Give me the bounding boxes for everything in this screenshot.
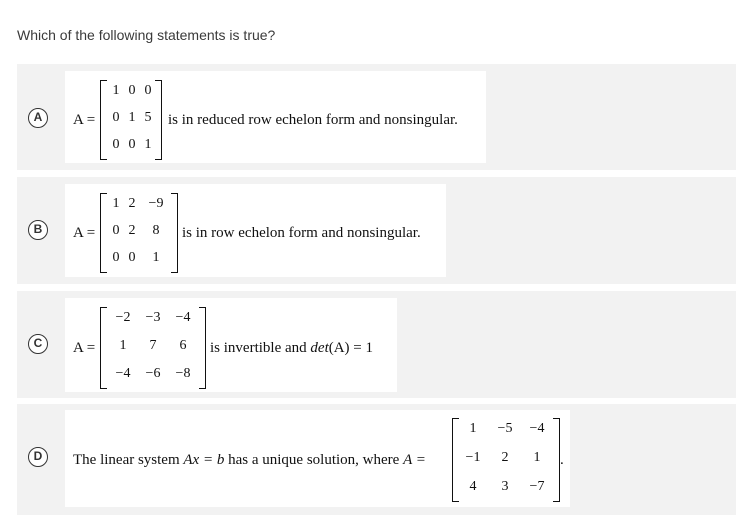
matrix-cell: −9	[148, 196, 164, 211]
matrix-cell: 1	[533, 450, 541, 465]
matrix-cell: 1	[112, 83, 120, 98]
matrix-cell: 1	[469, 421, 477, 436]
matrix-cell: 0	[112, 250, 120, 265]
matrix-a	[100, 80, 162, 160]
option-b-content	[65, 184, 446, 277]
matrix-cell: −3	[145, 310, 161, 325]
matrix-cell: 0	[128, 137, 136, 152]
option-b-statement: is in row echelon form and nonsingular.	[182, 225, 421, 241]
matrix-cell: 3	[501, 479, 509, 494]
matrix-cell: 1	[144, 137, 152, 152]
option-b[interactable]	[17, 177, 736, 284]
statement-text: The linear system	[73, 452, 180, 468]
matrix-cell: 0	[128, 83, 136, 98]
option-c[interactable]	[17, 291, 736, 398]
matrix-cell: 4	[469, 479, 477, 494]
matrix-cell: 7	[149, 338, 157, 353]
matrix-d	[452, 418, 560, 502]
matrix-lhs: A =	[73, 340, 96, 356]
matrix-cell: 1	[112, 196, 120, 211]
option-c-content	[65, 298, 397, 392]
matrix-cell: 5	[144, 110, 152, 125]
matrix-cell: 0	[112, 110, 120, 125]
matrix-cell: 0	[112, 223, 120, 238]
det-argument: (A) = 1	[328, 340, 374, 356]
matrix-cell: 1	[128, 110, 136, 125]
option-a-content	[65, 71, 486, 163]
option-d[interactable]	[17, 404, 736, 515]
matrix-cell: −6	[145, 366, 161, 381]
matrix-cell: 0	[144, 83, 152, 98]
option-letter-d[interactable]: D	[28, 447, 48, 467]
matrix-cell: −4	[175, 310, 191, 325]
option-c-statement	[210, 340, 373, 357]
matrix-b	[100, 193, 178, 273]
matrix-cell: 1	[119, 338, 127, 353]
matrix-cell: 8	[152, 223, 160, 238]
period: .	[560, 452, 564, 468]
matrix-cell: 0	[112, 137, 120, 152]
option-letter-c[interactable]: C	[28, 334, 48, 354]
statement-text: has a unique solution, where	[228, 452, 400, 468]
matrix-c	[100, 307, 206, 389]
matrix-cell: −2	[115, 310, 131, 325]
matrix-cell: 6	[179, 338, 187, 353]
matrix-cell: 2	[501, 450, 509, 465]
option-letter-a[interactable]: A	[28, 108, 48, 128]
question-text: Which of the following statements is true?	[17, 27, 276, 43]
det-function: det	[310, 340, 329, 356]
matrix-cell: −7	[529, 479, 545, 494]
matrix-cell: 2	[128, 196, 136, 211]
option-a-statement: is in reduced row echelon form and nonsingular.	[168, 112, 458, 128]
matrix-cell: −1	[465, 450, 481, 465]
matrix-cell: −4	[529, 421, 545, 436]
equation: Ax = b	[183, 452, 225, 468]
matrix-cell: 1	[152, 250, 160, 265]
option-a[interactable]	[17, 64, 736, 170]
statement-text: is invertible and	[210, 340, 307, 356]
matrix-cell: −4	[115, 366, 131, 381]
matrix-lhs: A =	[403, 452, 426, 468]
matrix-cell: −8	[175, 366, 191, 381]
matrix-cell: −5	[497, 421, 513, 436]
matrix-cell: 0	[128, 250, 136, 265]
matrix-cell: 2	[128, 223, 136, 238]
matrix-lhs: A =	[73, 225, 96, 241]
option-d-content	[65, 410, 570, 507]
option-d-statement	[73, 452, 426, 469]
matrix-lhs: A =	[73, 112, 96, 128]
option-letter-b[interactable]: B	[28, 220, 48, 240]
